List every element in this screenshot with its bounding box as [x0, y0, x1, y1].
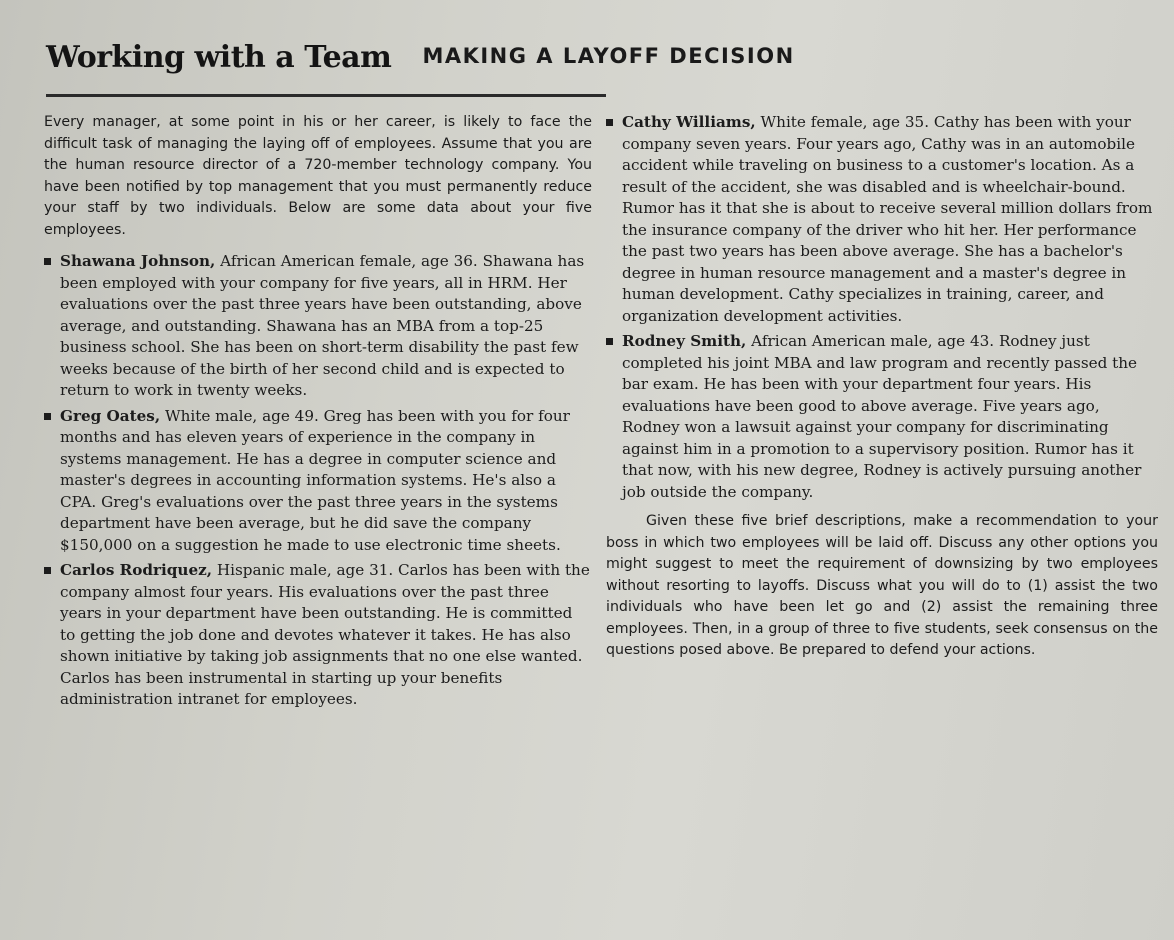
employee-item	[606, 112, 1158, 327]
header	[46, 40, 1146, 75]
employee-name: Carlos Rodriquez,	[60, 561, 213, 579]
bullet-icon	[606, 119, 613, 126]
employee-description: White male, age 49. Greg has been with you for four months and has eleven years of experience in the company in systems management. He has a degree in computer science and master's degrees in accounting information systems. He's also a CPA. Greg's evaluations over the past three years in the systems department have been average, but he did save the company $150,000 on a suggestion he made to use electronic time sheets.	[60, 406, 570, 554]
employee-name: Shawana Johnson,	[60, 252, 216, 270]
title-rule	[46, 94, 606, 97]
employee-item	[606, 331, 1158, 503]
employee-item	[44, 406, 592, 557]
right-column	[606, 112, 1158, 672]
intro-paragraph: Every manager, at some point in his or her career, is likely to face the difficult task of managing the laying off of employees. Assume that you are the human resource director of a 720-member technology company. You have been notified by top management that you must permanently reduce your staff by two individuals. Below are some data about your five employees.	[44, 114, 592, 238]
employee-name: Cathy Williams,	[622, 113, 756, 131]
employee-description: Hispanic male, age 31. Carlos has been with the company almost four years. His evaluations over the past three years in your department have been outstanding. He is committed to getting the job done and devotes whatever it takes. He has also shown initiative by taking job assignments that no one else wanted. Carlos has been instrumental in starting up your benefits administration intranet for employees.	[60, 561, 590, 708]
employee-description: African American female, age 36. Shawana has been employed with your company for five years, all in HRM. Her evaluations over the past three years have been outstanding, above average, and outstanding. Shawana has an MBA from a top-25 business school. She has been on short-term disability the past few weeks because of the birth of her second child and is expected to return to work in twenty weeks.	[60, 252, 585, 399]
left-column	[44, 112, 592, 715]
employee-description: White female, age 35. Cathy has been with your company seven years. Four years ago, Cathy was in an automobile accident while traveling on business to a customer's location. As a result of the accident, she was disabled and is wheelchair-bound. Rumor has it that she is about to receive several million dollars from the insurance company of the driver who hit her. Her performance the past two years has been above average. She has a bachelor's degree in human resource management and a master's degree in human development. Cathy specializes in training, career, and organization development activities.	[622, 113, 1153, 325]
page-title: Working with a Team	[46, 40, 392, 75]
page-subtitle: MAKING A LAYOFF DECISION	[422, 44, 795, 68]
employee-description: African American male, age 43. Rodney just completed his joint MBA and law program and recently passed the bar exam. He has been with your department four years. His evaluations have been good to above average. Five years ago, Rodney won a lawsuit against your company for discriminating against him in a promotion to a supervisory position. Rumor has it that now, with his new degree, Rodney is actively pursuing another job outside the company.	[622, 332, 1142, 501]
bullet-icon	[606, 338, 613, 345]
employee-item	[44, 251, 592, 402]
bullet-icon	[44, 413, 51, 420]
employee-item	[44, 560, 592, 711]
bullet-icon	[44, 567, 51, 574]
employee-name: Rodney Smith,	[622, 332, 747, 350]
employee-name: Greg Oates,	[60, 406, 161, 425]
bullet-icon	[44, 258, 51, 265]
closing-paragraph: Given these five brief descriptions, make a recommendation to your boss in which two employees will be laid off. Discuss any other options you might suggest to meet the requirement of downsizing by two employees without resorting to layoffs. Discuss what you will do to (1) assist the two individuals who have been let go and (2) assist the remaining three employees. Then, in a group of three to five students, seek consensus on the questions posed above. Be prepared to defend your actions.	[606, 513, 1158, 658]
